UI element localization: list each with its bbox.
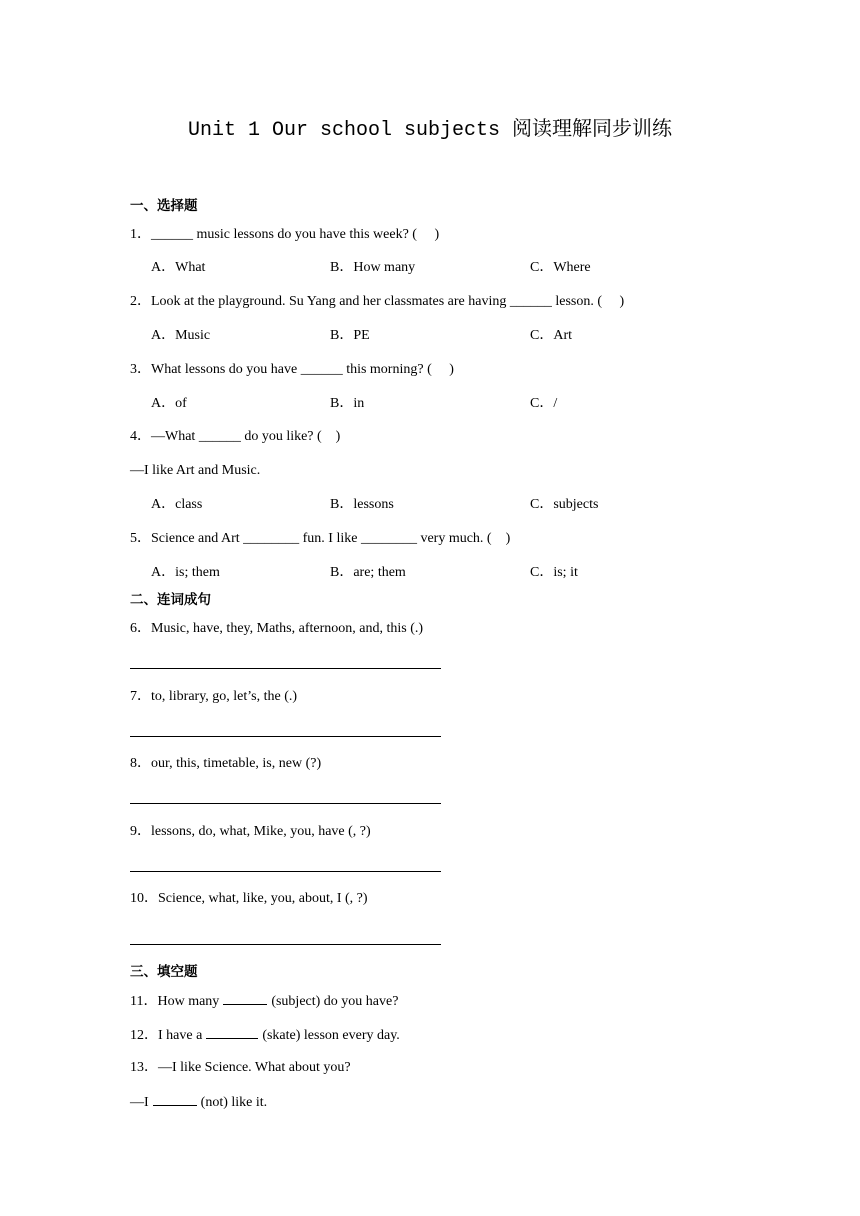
question-6: 6．Music, have, they, Maths, afternoon, and, this (.) [130, 621, 424, 636]
question-10: 10．Science, what, like, you, about, I (, ?) [130, 891, 368, 906]
option-c: C．subjects [530, 497, 599, 512]
option-a: A．class [151, 497, 203, 512]
question-13: 13．—I like Science. What about you? [130, 1060, 351, 1075]
fill-blank[interactable] [206, 1026, 258, 1039]
question-text: Look at the playground. Su Yang and her classmates are having ______ lesson. ( ) [151, 294, 625, 309]
question-number: 1． [130, 227, 151, 242]
option-c: C．Art [530, 328, 572, 343]
question-4 [130, 428, 340, 446]
answer-line[interactable] [130, 871, 441, 872]
question-number: 4． [130, 429, 151, 444]
option-c: C．/ [530, 396, 558, 411]
option-a: A．of [151, 396, 187, 411]
question-text: ______ music lessons do you have this week? ( ) [151, 227, 440, 242]
fill-blank[interactable] [223, 992, 267, 1005]
question-text: Science and Art ________ fun. I like ________ very much. ( ) [151, 531, 511, 546]
option-a: A．is; them [151, 565, 220, 580]
option-b: B．are; them [330, 565, 406, 580]
question-number: 5． [130, 531, 151, 546]
question-4-reply: —I like Art and Music. [130, 463, 261, 478]
question-2 [130, 293, 624, 311]
question-8: 8．our, this, timetable, is, new (?) [130, 756, 322, 771]
question-7: 7．to, library, go, let’s, the (.) [130, 689, 298, 704]
question-number: 2． [130, 294, 151, 309]
question-1 [130, 226, 439, 244]
question-text: What lessons do you have ______ this morning? ( ) [151, 362, 454, 377]
answer-line[interactable] [130, 803, 441, 804]
question-5 [130, 530, 510, 548]
section-heading-choice: 一、选择题 [130, 198, 198, 214]
section-heading-sentence: 二、连词成句 [130, 592, 211, 608]
option-b: B．in [330, 396, 365, 411]
question-text: —What ______ do you like? ( ) [151, 429, 341, 444]
option-a: A．Music [151, 328, 211, 343]
title-chinese: 阅读理解同步训练 [512, 116, 673, 140]
answer-line[interactable] [130, 668, 441, 669]
option-c: C．is; it [530, 565, 578, 580]
page-title [0, 114, 860, 145]
option-b: B．How many [330, 260, 416, 275]
question-9: 9．lessons, do, what, Mike, you, have (, ?) [130, 824, 371, 839]
option-b: B．lessons [330, 497, 394, 512]
option-c: C．Where [530, 260, 591, 275]
fill-blank[interactable] [153, 1093, 197, 1106]
option-b: B．PE [330, 328, 370, 343]
question-3 [130, 361, 454, 379]
question-13-reply: —I (not) like it. [130, 1095, 268, 1110]
question-12: 12．I have a (skate) lesson every day. [130, 1028, 400, 1043]
answer-line[interactable] [130, 736, 441, 737]
question-11: 11．How many (subject) do you have? [130, 994, 399, 1009]
section-heading-fill: 三、填空题 [130, 964, 198, 980]
question-number: 3． [130, 362, 151, 377]
answer-line[interactable] [130, 944, 441, 945]
title-english: Unit 1 Our school subjects [187, 119, 513, 142]
option-a: A．What [151, 260, 206, 275]
